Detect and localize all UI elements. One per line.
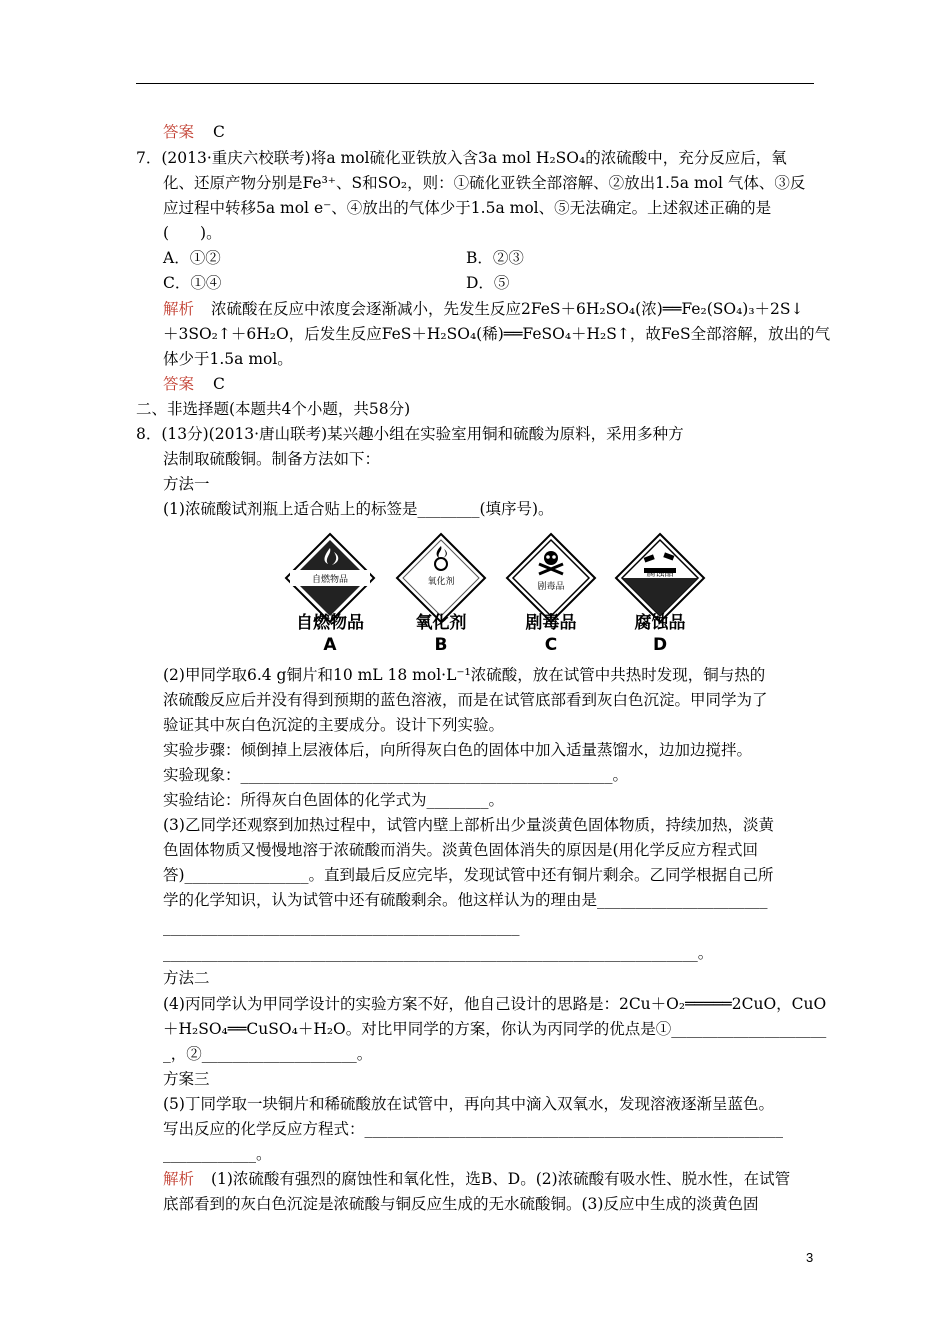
q8-part5-line1: (5)丁同学取一块铜片和稀硫酸放在试管中，再向其中滴入双氧水，发现溶液逐渐呈蓝色。 <box>163 1095 774 1113</box>
q7-line2: 化、还原产物分别是Fe³⁺、S和SO₂，则：①硫化亚铁全部溶解、②放出1.5a mol 气体、③反 <box>163 174 806 192</box>
q8-line1: 8．(13分)(2013·唐山联考)某兴趣小组在实验室用铜和硫酸为原料，采用多种方 <box>136 425 684 443</box>
q8-part3-line4: 学的化学知识，认为试管中还有硫酸剩余。他这样认为的理由是______________________ <box>163 891 768 909</box>
q8-part3-line3: 答)________________。直到最后反应完毕，发现试管中还有铜片剩余。乙同学根据自己所 <box>163 866 774 884</box>
answer-line <box>163 121 225 143</box>
method-two-heading: 方法二 <box>163 969 210 987</box>
q7-answer-value: C <box>212 375 225 393</box>
q8-part4-line2: ＋H₂SO₄══CuSO₄＋H₂O。对比甲同学的方案，你认为丙同学的优点是①____________________ <box>163 1020 827 1038</box>
q8-part5-line3: ____________。 <box>163 1145 272 1163</box>
q7-answer-line <box>163 373 225 395</box>
q8-part2-line1: (2)甲同学取6.4 g铜片和10 mL 18 mol·L⁻¹浓硫酸，放在试管中共热时发现，铜与热的 <box>163 666 766 684</box>
section-heading: 二、非选择题(本题共4个小题，共58分) <box>136 400 411 418</box>
hazard-c-letter: C <box>544 635 558 655</box>
hazard-d-inner-text: 腐蚀品 <box>646 569 674 579</box>
method-one-heading: 方法一 <box>163 475 210 493</box>
q8-part2-line2: 浓硫酸反应后并没有得到预期的蓝色溶液，而是在试管底部看到灰白色沉淀。甲同学为了 <box>163 691 768 709</box>
q8-part4-line3: _，②____________________。 <box>163 1045 373 1063</box>
q8-part1: (1)浓硫酸试剂瓶上适合贴上的标签是________(填序号)。 <box>163 500 554 518</box>
q7-analysis-line3: 体少于1.5a mol。 <box>163 350 293 368</box>
q8-analysis-line2: 底部看到的灰白色沉淀是浓硫酸与铜反应生成的无水硫酸铜。(3)反应中生成的淡黄色固 <box>163 1195 759 1213</box>
hazard-caption-b <box>386 612 496 656</box>
q7-line1: 7．(2013·重庆六校联考)将a mol硫化亚铁放入含3a mol H₂SO₄的浓硫酸中，充分反应后，氧 <box>136 149 787 167</box>
q8-part2-line3: 验证其中灰白色沉淀的主要成分。设计下列实验。 <box>163 716 505 734</box>
q7-analysis-line2: ＋3SO₂↑＋6H₂O，后发生反应FeS＋H₂SO₄(稀)══FeSO₄＋H₂S↑，故FeS全部溶解，放出的气 <box>163 325 831 343</box>
hazard-c-name: 剧毒品 <box>525 613 577 633</box>
header-rule <box>136 83 814 84</box>
hazard-a-name: 自燃物品 <box>296 613 364 633</box>
q7-option-c: C．①④ <box>163 274 222 292</box>
hazard-a-inner-text: 自燃物品 <box>311 575 349 585</box>
answer-value: C <box>212 123 225 141</box>
q8-line2: 法制取硫酸铜。制备方法如下： <box>163 450 381 468</box>
q8-part2-steps: 实验步骤：倾倒掉上层液体后，向所得灰白色的固体中加入适量蒸馏水，边加边搅拌。 <box>163 741 753 759</box>
hazard-sign-a <box>284 532 376 624</box>
q7-analysis-text1: 浓硫酸在反应中浓度会逐渐减小，先发生反应2FeS＋6H₂SO₄(浓)══Fe₂(SO₄)₃＋2S↓ <box>210 300 804 318</box>
hazard-b-letter: B <box>434 635 448 655</box>
hazard-sign-b <box>395 532 487 624</box>
hazard-d-letter: D <box>652 635 668 655</box>
q7-line4: ( )。 <box>163 224 222 242</box>
q8-part3-line1: (3)乙同学还观察到加热过程中，试管内壁上部析出少量淡黄色固体物质，持续加热，淡黄 <box>163 816 774 834</box>
page-number: 3 <box>806 1250 814 1265</box>
q7-answer-label: 答案 <box>163 375 195 393</box>
hazard-caption-a <box>275 612 385 656</box>
hazard-d-name: 腐蚀品 <box>634 613 686 633</box>
q8-part5-line2: 写出反应的化学反应方程式：______________________________________________________ <box>163 1120 784 1138</box>
hazard-sign-d <box>614 532 706 624</box>
q8-part4-line1: (4)丙同学认为甲同学设计的实验方案不好，他自己设计的思路是：2Cu＋O₂═════2CuO，CuO <box>163 995 827 1013</box>
q7-line3: 应过程中转移5a mol e⁻、④放出的气体少于1.5a mol、⑤无法确定。上述叙述正确的是 <box>163 199 772 217</box>
q7-analysis-label: 解析 <box>163 300 195 318</box>
answer-label: 答案 <box>163 123 195 141</box>
q8-analysis-text1: (1)浓硫酸有强烈的腐蚀性和氧化性，选B、D。(2)浓硫酸有吸水性、脱水性，在试管 <box>210 1170 791 1188</box>
hazard-b-inner-text: 氧化剂 <box>427 577 455 587</box>
q8-analysis-line1 <box>163 1168 790 1190</box>
q7-option-d: D．⑤ <box>466 274 510 292</box>
q8-part2-conclusion: 实验结论：所得灰白色固体的化学式为________。 <box>163 791 505 809</box>
q8-part3-line2: 色固体物质又慢慢地溶于浓硫酸而消失。淡黄色固体消失的原因是(用化学反应方程式回 <box>163 841 759 859</box>
q8-part2-phenomenon: 实验现象：________________________________________________。 <box>163 766 629 784</box>
q7-option-a: A．①② <box>163 249 221 267</box>
hazard-caption-c <box>496 612 606 656</box>
hazard-a-letter: A <box>323 635 337 655</box>
q8-analysis-label: 解析 <box>163 1170 195 1188</box>
hazard-b-name: 氧化剂 <box>415 613 467 633</box>
hazard-c-inner-text: 剧毒品 <box>537 582 565 592</box>
hazard-sign-c <box>505 532 597 624</box>
q7-option-b: B．②③ <box>466 249 524 267</box>
hazard-caption-d <box>605 612 715 656</box>
q8-part3-line6: _____________________________________________________________________。 <box>163 944 714 962</box>
q7-analysis-line1 <box>163 298 804 320</box>
q8-part3-line5: ______________________________________________ <box>163 918 520 936</box>
method-three-heading: 方案三 <box>163 1070 210 1088</box>
